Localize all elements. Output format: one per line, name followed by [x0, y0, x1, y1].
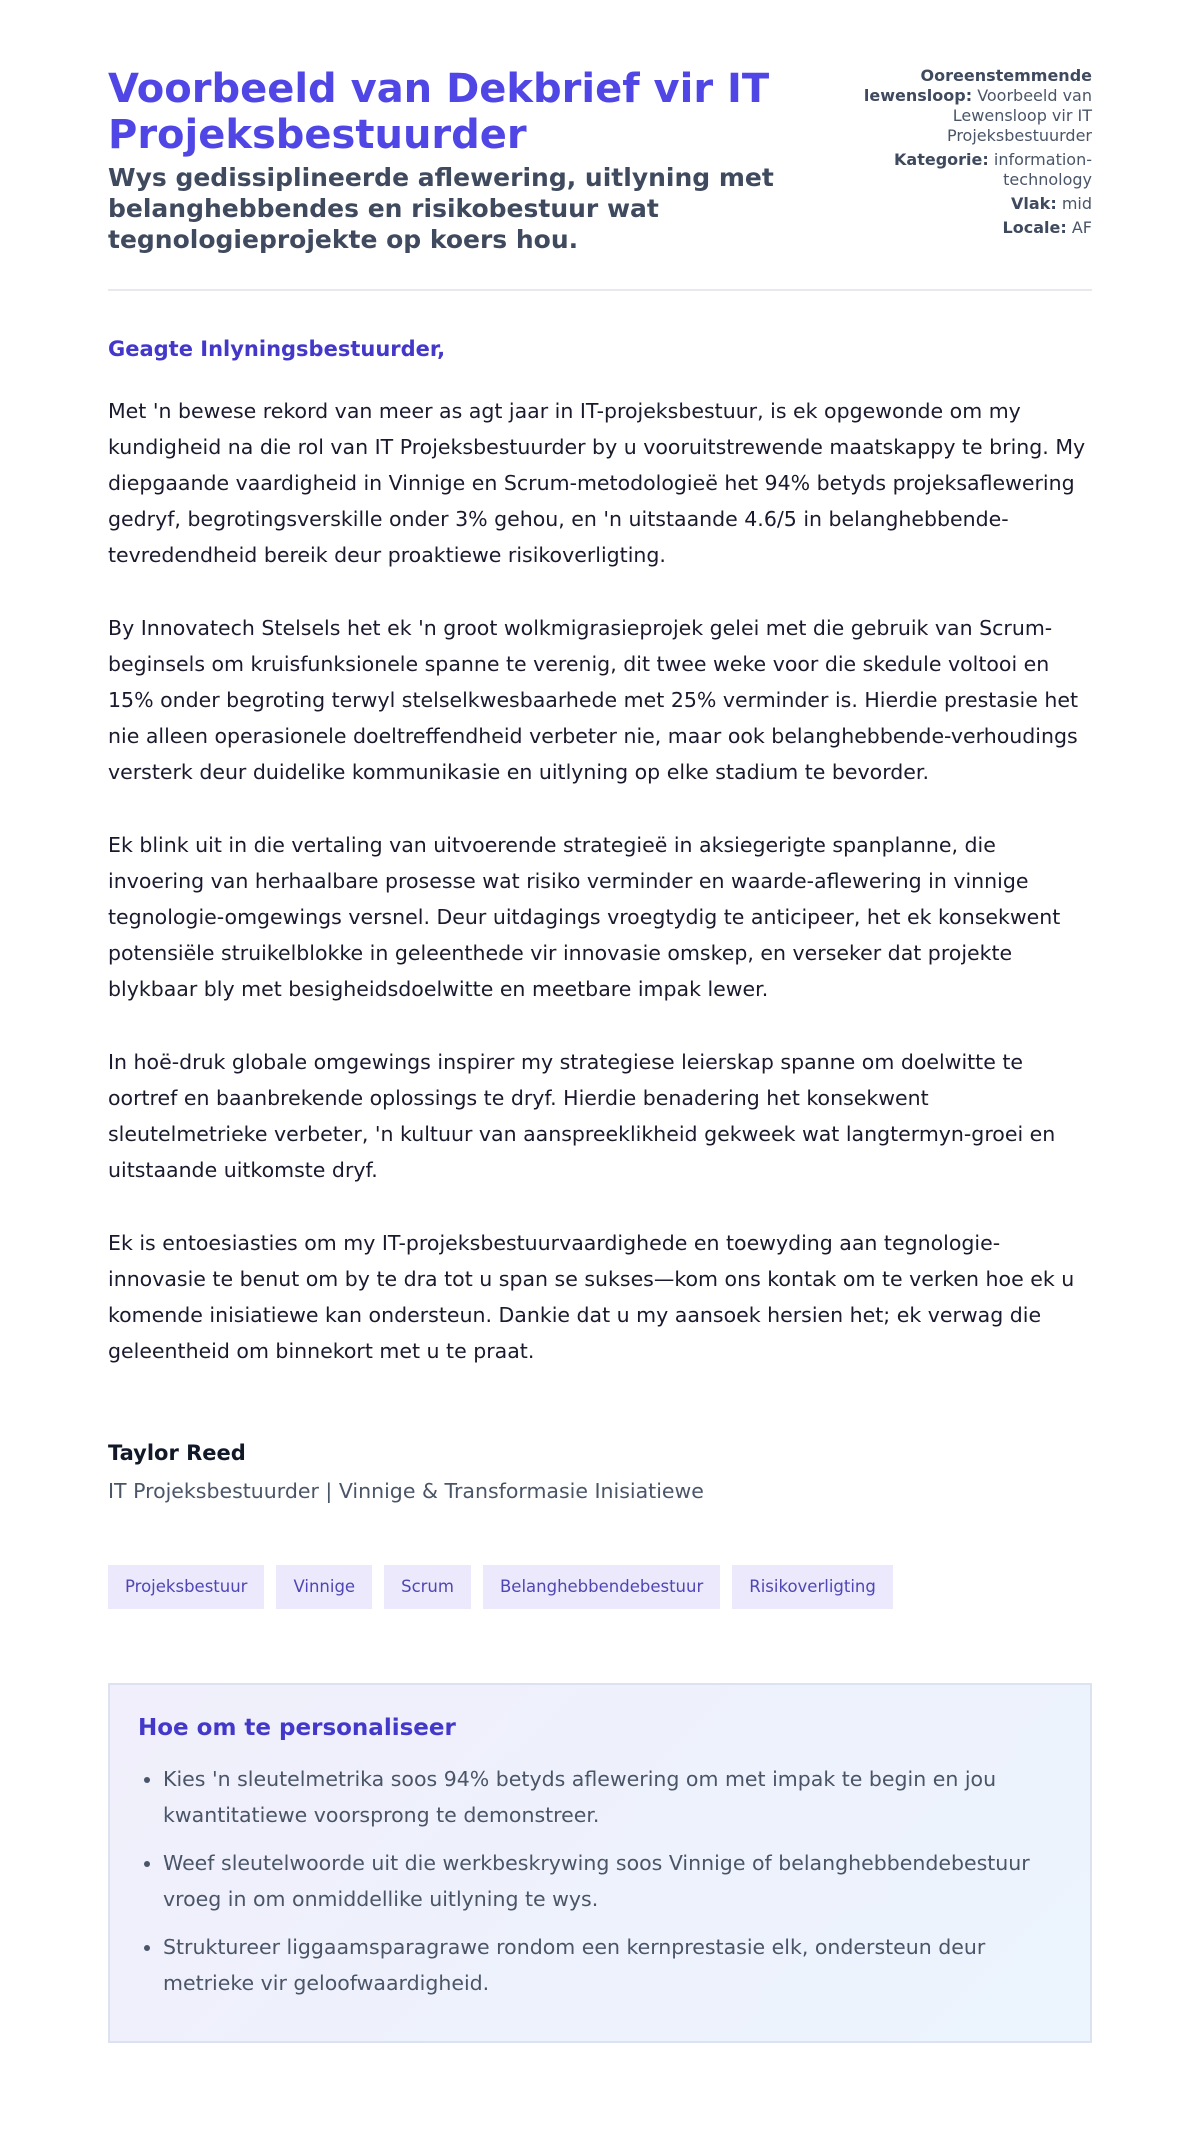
- tag-projeksbestuur: Projeksbestuur: [108, 1565, 264, 1609]
- meta-locale-value: AF: [1071, 218, 1092, 237]
- tag-vinnige: Vinnige: [276, 1565, 372, 1609]
- body-paragraph: Met 'n bewese rekord van meer as agt jaar in IT-projeksbestuur, is ek opgewonde om my kundigheid na die rol van IT Projeksbestuurder by u vooruitstrewende maatskappy te bring. My diepgaande vaardigheid in Vinnige en Scrum-metodologieë het 94% betyds projeksaflewering gedryf, begrotingsverskille onder 3% gehou, en 'n uitstaande 4.6/5 in belanghebbende-tevredendheid bereik deur proaktiewe risikoverligting.: [108, 399, 1086, 567]
- signature-title: IT Projeksbestuurder | Vinnige & Transformasie Inisiatiewe: [108, 1479, 704, 1503]
- meta-level: [842, 194, 1092, 214]
- tips-list: [138, 1761, 1062, 2001]
- tag-belanghebbendebestuur: Belanghebbendebestuur: [483, 1565, 720, 1609]
- body-paragraph: In hoë-druk globale omgewings inspirer my strategiese leierskap spanne om doelwitte te oortref en baanbrekende oplossings te dryf. Hierdie benadering het konsekwent sleutelmetrieke verbeter, 'n kultuur van aanspreeklikheid gekweek wat langtermyn-groei en uitstaande uitkomste dryf.: [108, 1050, 1056, 1182]
- meta-locale: [842, 218, 1092, 238]
- meta-category-value: information-technology: [993, 150, 1092, 189]
- signature-name: Taylor Reed: [108, 1441, 246, 1465]
- body-paragraph: Ek is entoesiasties om my IT-projeksbestuurvaardighede en toewyding aan tegnologie-innovasie te benut om by te dra tot u span se sukses—kom ons kontak om te verken hoe ek u komende inisiatiewe kan ondersteun. Dankie dat u my aansoek hersien het; ek verwag die geleentheid om binnekort met u te praat.: [108, 1231, 1075, 1363]
- salutation: Geagte Inlyningsbestuurder,: [108, 337, 446, 361]
- signature-block: [108, 1441, 1092, 1503]
- meta-level-label: Vlak:: [1011, 194, 1057, 213]
- meta-resume: [842, 66, 1092, 146]
- personalize-tips-box: [108, 1683, 1092, 2043]
- meta-resume-label: Ooreenstemmende lewensloop:: [863, 66, 1092, 105]
- tip-item: • Struktureer liggaamsparagrawe rondom een kernprestasie elk, ondersteun deur metrieke vir geloofwaardigheid.: [163, 1929, 1062, 2001]
- keyword-tags: [108, 1565, 1092, 1609]
- page-subtitle: Wys gedissiplineerde aflewering, uitlyning met belanghebbendes en risikobestuur wat tegnologieprojekte op koers hou.: [108, 163, 774, 254]
- letter-body: [108, 393, 1092, 1369]
- meta-category-label: Kategorie:: [894, 150, 989, 169]
- tip-item: • Kies 'n sleutelmetrika soos 94% betyds aflewering om met impak te begin en jou kwantitatiewe voorsprong te demonstreer.: [163, 1761, 1062, 1833]
- meta-level-value: mid: [1061, 194, 1092, 213]
- meta-resume-value: Voorbeeld van Lewensloop vir IT Projeksbestuurder: [946, 86, 1092, 145]
- meta-category: [842, 150, 1092, 190]
- cover-letter-page: [108, 0, 1092, 2043]
- tip-item: • Weef sleutelwoorde uit die werkbeskrywing soos Vinnige of belanghebbendebestuur vroeg in om onmiddellike uitlyning te wys.: [163, 1845, 1062, 1917]
- body-paragraph: By Innovatech Stelsels het ek 'n groot wolkmigrasieprojek gelei met die gebruik van Scrum-beginsels om kruisfunksionele spanne te verenig, dit twee weke voor die skedule voltooi en 15% onder begroting terwyl stelselkwesbaarhede met 25% verminder is. Hierdie prestasie het nie alleen operasionele doeltreffendheid verbeter nie, maar ook belanghebbende-verhoudings versterk deur duidelike kommunikasie en uitlyning op elke stadium te bevorder.: [108, 616, 1079, 784]
- meta-panel: [842, 66, 1092, 242]
- tag-risikoverligting: Risikoverligting: [732, 1565, 893, 1609]
- tips-title: Hoe om te personaliseer: [138, 1715, 456, 1741]
- page-header: [108, 66, 1092, 291]
- page-title: Voorbeeld van Dekbrief vir IT Projeksbestuurder: [108, 66, 770, 158]
- header-titles: [108, 66, 798, 255]
- meta-locale-label: Locale:: [1002, 218, 1067, 237]
- tag-scrum: Scrum: [384, 1565, 471, 1609]
- body-paragraph: Ek blink uit in die vertaling van uitvoerende strategieë in aksiegerigte spanplanne, die invoering van herhaalbare prosesse wat risiko verminder en waarde-aflewering in vinnige tegnologie-omgewings versnel. Deur uitdagings vroegtydig te anticipeer, het ek konsekwent potensiële struikelblokke in geleenthede vir innovasie omskep, en verseker dat projekte blykbaar bly met besigheidsdoelwitte en meetbare impak lewer.: [108, 833, 1061, 1001]
